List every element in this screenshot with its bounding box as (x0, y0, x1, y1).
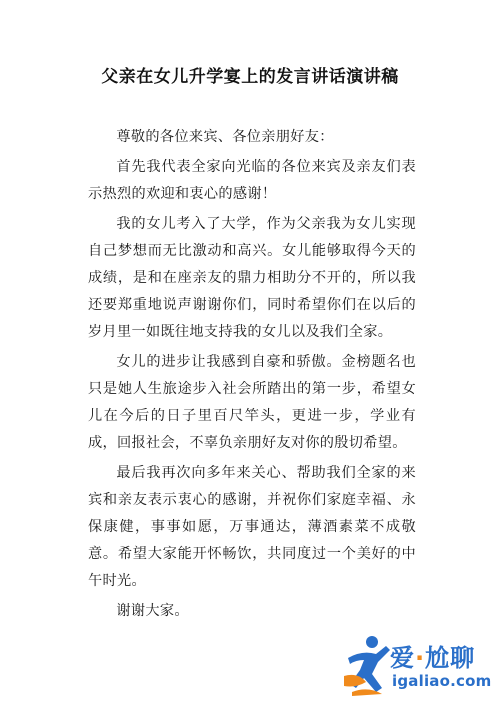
document-title: 父亲在女儿升学宴上的发言讲话演讲稿 (101, 67, 399, 87)
watermark-url: igaliao.com (392, 672, 492, 690)
running-figure-logo-icon (342, 632, 394, 696)
watermark-brand-part2: 尬聊 (425, 644, 476, 672)
paragraph-salutation: 尊敬的各位来宾、各位亲朋好友： (116, 129, 334, 145)
document-body (88, 124, 416, 628)
site-watermark (342, 632, 492, 702)
paragraph-admission: 我的女儿考入了大学，作为父亲我为女儿实现自己梦想而无比激动和高兴。女儿能够取得今天的成绩，是和在座亲友的鼎力相助分不开的，所以我还要郑重地说声谢谢你们，同时希望你们在以后的岁月里一如既往地支持我的女儿以及我们全家。 (88, 216, 416, 340)
watermark-brand-part1: 爱 (390, 644, 415, 672)
paragraph-closing: 谢谢大家。 (116, 603, 189, 619)
paragraph-welcome: 首先我代表全家向光临的各位来宾及亲友们表示热烈的欢迎和衷心的感谢！ (88, 159, 416, 202)
watermark-brand-dot: · (415, 644, 426, 672)
paragraph-pride: 女儿的进步让我感到自豪和骄傲。金榜题名也只是她人生旅途步入社会所踏出的第一步，希望女儿在今后的日子里百尺竿头，更进一步，学业有成，回报社会，不辜负亲朋好友对你的殷切希望。 (88, 354, 416, 451)
watermark-brand (390, 638, 475, 673)
paragraph-thanks: 最后我再次向多年来关心、帮助我们全家的来宾和亲友表示衷心的感谢，并祝你们家庭幸福、永保康健，事事如愿，万事通达，薄酒素菜不成敬意。希望大家能开怀畅饮，共同度过一个美好的中午时光。 (88, 465, 416, 589)
